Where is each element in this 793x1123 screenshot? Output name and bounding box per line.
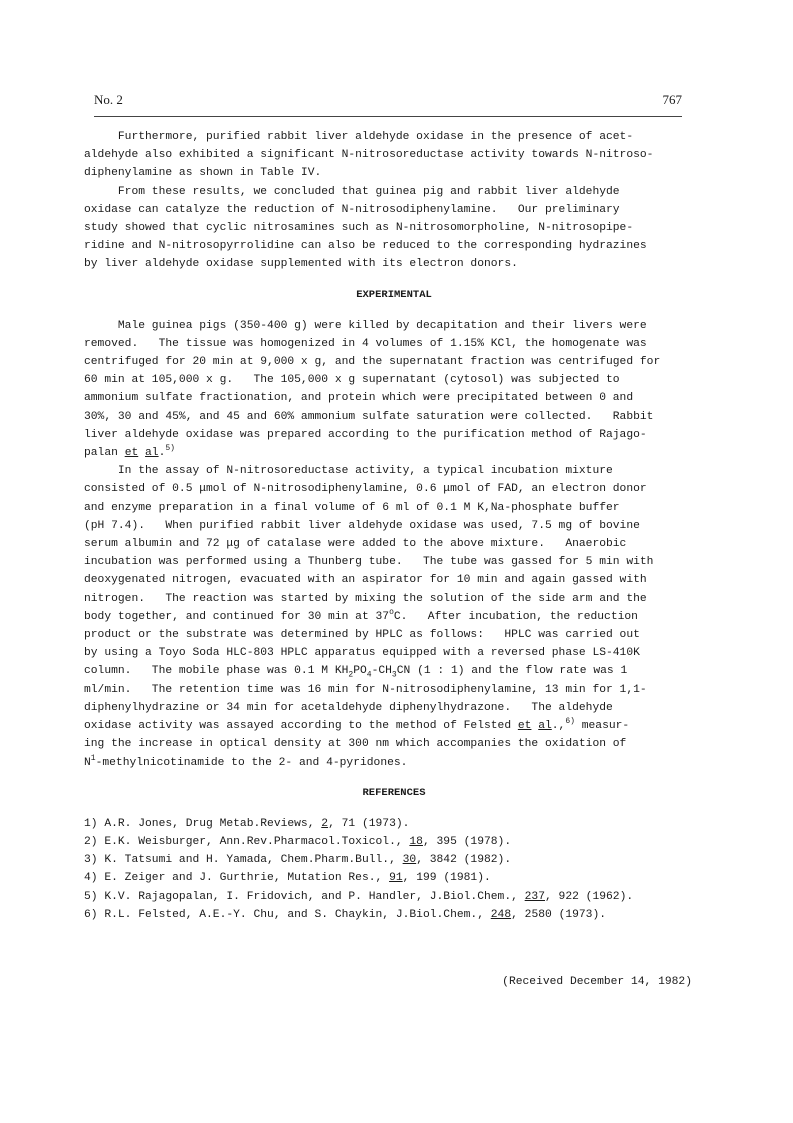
body-line: 30%, 30 and 45%, and 45 and 60% ammonium sulfate saturation were collected. Rabbit bbox=[84, 410, 654, 423]
reference-item: 3) K. Tatsumi and H. Yamada, Chem.Pharm.Bull., 30, 3842 (1982). bbox=[84, 854, 512, 867]
body-line: by liver aldehyde oxidase supplemented with its electron donors. bbox=[84, 258, 518, 271]
reference-item: 4) E. Zeiger and J. Gurthrie, Mutation Res., 91, 199 (1981). bbox=[84, 872, 491, 885]
degree-superscript: o bbox=[389, 608, 394, 618]
experimental-heading: EXPERIMENTAL bbox=[356, 288, 432, 301]
body-line: centrifuged for 20 min at 9,000 x g, and the supernatant fraction was centrifuged for bbox=[84, 356, 661, 369]
body-line: consisted of 0.5 μmol of N-nitrosodiphenylamine, 0.6 μmol of FAD, an electron donor bbox=[84, 483, 647, 496]
body-line: ridine and N-nitrosopyrrolidine can also be reduced to the corresponding hydrazines bbox=[84, 240, 647, 253]
body-line: diphenylhydrazine or 34 min for acetaldehyde diphenylhydrazone. The aldehyde bbox=[84, 701, 613, 714]
body-line: column. The mobile phase was 0.1 M $KH_2PO_4-CH_3CN$ (1 : 1) and the flow rate was 1 bbox=[84, 665, 628, 680]
subscript: 2 bbox=[348, 670, 354, 680]
citation-superscript: 5) bbox=[165, 444, 175, 454]
body-line: ammonium sulfate fractionation, and protein which were precipitated between 0 and bbox=[84, 392, 634, 405]
body-line: $N^1$-methylnicotinamide to the 2- and 4-pyridones. bbox=[84, 753, 408, 769]
body-line: In the assay of N-nitrosoreductase activity, a typical incubation mixture bbox=[84, 465, 613, 478]
reference-list bbox=[84, 815, 704, 924]
reference-item: 6) R.L. Felsted, A.E.-Y. Chu, and S. Chaykin, J.Biol.Chem., 248, 2580 (1973). bbox=[84, 908, 607, 921]
body-line: (pH 7.4). When purified rabbit liver aldehyde oxidase was used, 7.5 mg of bovine bbox=[84, 519, 640, 532]
page-header bbox=[94, 92, 682, 117]
body-line: body together, and continued for 30 min at 37$^o$C. After incubation, the reduction bbox=[84, 608, 638, 623]
body-line: Male guinea pigs (350-400 g) were killed by decapitation and their livers were bbox=[84, 319, 647, 332]
journal-issue-number: No. 2 bbox=[94, 92, 123, 107]
body-line: 60 min at 105,000 x g. The 105,000 x g supernatant (cytosol) was subjected to bbox=[84, 374, 620, 387]
body-line: ing the increase in optical density at 300 nm which accompanies the oxidation of bbox=[84, 738, 627, 751]
body-line: product or the substrate was determined by HPLC as follows: HPLC was carried out bbox=[84, 629, 640, 642]
subscript: 3 bbox=[391, 670, 397, 680]
body-line: palan et al.$^{5)}$ bbox=[84, 444, 175, 460]
body-line: study showed that cyclic nitrosamines such as N-nitrosomorpholine, N-nitrosopipe- bbox=[84, 222, 634, 235]
page-number: 767 bbox=[662, 92, 682, 107]
body-line: diphenylamine as shown in Table IV. bbox=[84, 167, 322, 180]
body-line: liver aldehyde oxidase was prepared according to the purification method of Rajago- bbox=[84, 428, 647, 441]
body-line: nitrogen. The reaction was started by mixing the solution of the side arm and the bbox=[84, 592, 647, 605]
body-line: deoxygenated nitrogen, evacuated with an aspirator for 10 min and again gassed with bbox=[84, 574, 647, 587]
reference-item: 5) K.V. Rajagopalan, I. Fridovich, and P. Handler, J.Biol.Chem., 237, 922 (1962). bbox=[84, 890, 634, 903]
subscript: 4 bbox=[366, 670, 372, 680]
references-heading: REFERENCES bbox=[362, 786, 426, 799]
citation-al: al bbox=[538, 720, 552, 733]
body-line: and enzyme preparation in a final volume of 6 ml of 0.1 M K,Na-phosphate buffer bbox=[84, 501, 620, 514]
article-body bbox=[84, 128, 704, 924]
body-line: From these results, we concluded that guinea pig and rabbit liver aldehyde bbox=[84, 185, 620, 198]
body-line: oxidase activity was assayed according to the method of Felsted et al.,$^{6)}$ measur- bbox=[84, 717, 630, 733]
body-line: serum albumin and 72 μg of catalase were added to the above mixture. Anaerobic bbox=[84, 538, 627, 551]
body-line: Furthermore, purified rabbit liver aldehyde oxidase in the presence of acet- bbox=[84, 131, 634, 143]
citation-et: et bbox=[124, 447, 139, 460]
reference-item: 2) E.K. Weisburger, Ann.Rev.Pharmacol.Toxicol., 18, 395 (1978). bbox=[84, 835, 512, 848]
citation-superscript: 6) bbox=[565, 717, 575, 727]
body-line: removed. The tissue was homogenized in 4 volumes of 1.15% KCl, the homogenate was bbox=[84, 337, 647, 350]
superscript: 1 bbox=[90, 753, 96, 763]
body-line: ml/min. The retention time was 16 min for N-nitrosodiphenylamine, 13 min for 1,1- bbox=[84, 683, 647, 696]
body-line: incubation was performed using a Thunberg tube. The tube was gassed for 5 min with bbox=[84, 556, 654, 569]
body-line: aldehyde also exhibited a significant N-nitrosoreductase activity towards N-nitroso- bbox=[84, 149, 654, 162]
received-date: (Received December 14, 1982) bbox=[502, 976, 692, 988]
citation-al: al bbox=[145, 447, 159, 460]
body-line: by using a Toyo Soda HLC-803 HPLC apparatus equipped with a reversed phase LS-410K bbox=[84, 647, 640, 660]
citation-et: et bbox=[517, 720, 532, 733]
reference-item: 1) A.R. Jones, Drug Metab.Reviews, 2, 71 (1973). bbox=[84, 817, 410, 830]
body-line: oxidase can catalyze the reduction of N-nitrosodiphenylamine. Our preliminary bbox=[84, 203, 620, 216]
